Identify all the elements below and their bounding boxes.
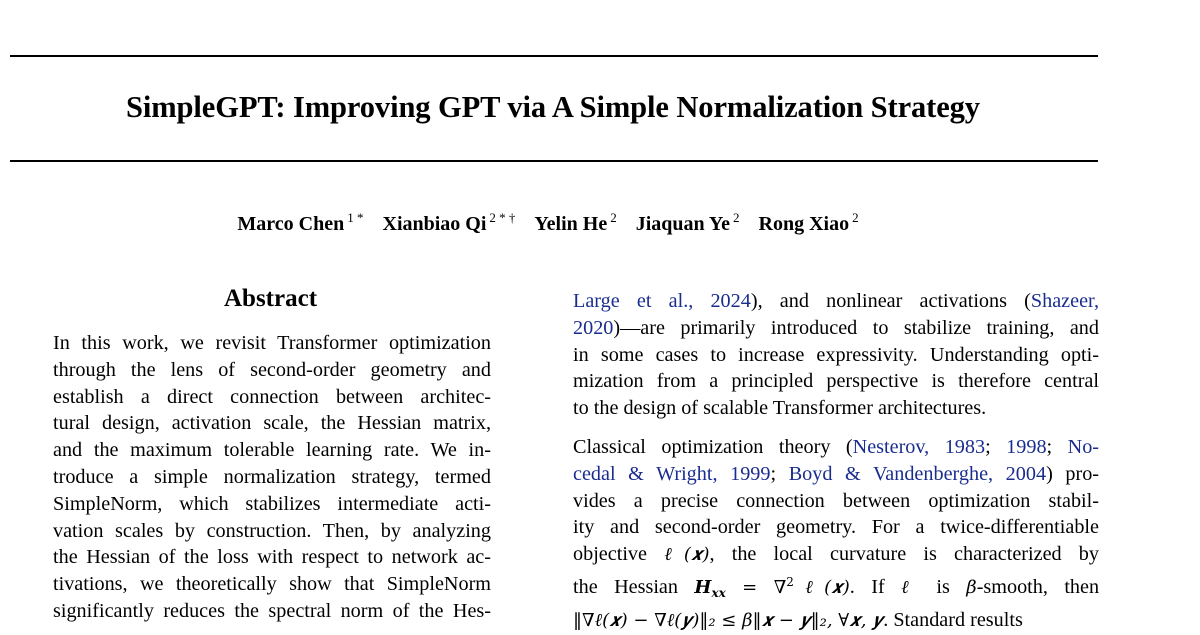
text-line: vides a precise connection between optimization stabil- (573, 489, 1099, 512)
text-line (573, 569, 1099, 607)
citation-link[interactable]: 2020 (573, 316, 614, 339)
paragraph (573, 288, 1099, 422)
text-line (573, 541, 1099, 569)
text-run: -smooth, then (976, 575, 1100, 598)
citation-link[interactable]: 1998 (1006, 435, 1047, 458)
author-affiliation-marks: 2 * † (489, 210, 516, 225)
text-run: . If (849, 575, 885, 598)
paragraph (573, 434, 1099, 635)
citation-link[interactable]: cedal & Wright, 1999 (573, 462, 771, 485)
author (534, 210, 617, 235)
math-subscript: xx (711, 585, 726, 600)
math-symbol: ℓ(𝒙) (793, 576, 850, 598)
abstract-line: significantly reduces the spectral norm of the Hes- (53, 599, 491, 622)
text-run: ), and nonlinear activations ( (750, 290, 1031, 312)
text-line: in some cases to increase expressivity. Understanding opti- (573, 343, 1099, 366)
abstract-line: vation scales by construction. Then, by analyzing (53, 519, 491, 542)
math-expression: ‖∇ℓ(𝒙) − ∇ℓ(𝒚)‖₂ ≤ β‖𝒙 − 𝒚‖₂, ∀𝒙, 𝒚 (573, 609, 884, 631)
text-run: ; (1046, 435, 1068, 458)
author-name: Rong Xiao (758, 213, 850, 235)
author (382, 210, 516, 235)
text-line (573, 607, 1099, 635)
author (635, 210, 740, 235)
author-affiliation-marks: 2 (733, 210, 740, 225)
text-line: ity and second-order geometry. For a twice-differentiable (573, 516, 1099, 539)
paper-title: SimpleGPT: Improving GPT via A Simple Normalization Strategy (126, 90, 980, 124)
citation-link[interactable]: No- (1067, 435, 1100, 458)
abstract-line: troduce a simple normalization strategy, termed (53, 465, 491, 488)
text-run: ) pro- (1046, 462, 1100, 485)
author-name: Jiaquan Ye (635, 213, 730, 235)
author-affiliation-marks: 2 (610, 210, 617, 225)
author-affiliation-marks: 2 (852, 210, 859, 225)
text-line (573, 434, 1099, 461)
abstract-heading: Abstract (223, 285, 318, 312)
abstract-line: the Hessian of the loss with respect to network ac- (53, 546, 491, 569)
author-name: Yelin He (534, 213, 608, 235)
text-run: objective (573, 543, 647, 566)
math-symbol: ∇ (773, 576, 787, 598)
title-top-rule (10, 55, 1098, 57)
text-run: Classical optimization theory ( (573, 435, 853, 458)
author-affiliation-marks: 1 * (347, 210, 364, 225)
math-symbol: β (966, 576, 977, 598)
math-expression: ℓ(𝒙) (664, 544, 710, 566)
title-bottom-rule (10, 160, 1098, 162)
math-symbol: ℓ (901, 576, 920, 598)
math-superscript: 2 (786, 574, 794, 589)
citation-link[interactable]: Large et al., 2024 (573, 290, 751, 312)
abstract-body (53, 330, 491, 625)
text-run: , the local curvature is characterized by (709, 543, 1099, 566)
author-list (0, 210, 1096, 236)
abstract-line: tivations, we theoretically show that SimpleNorm (53, 573, 491, 596)
math-expression (966, 576, 1099, 598)
citation-link[interactable]: Nesterov, 1983 (852, 435, 986, 458)
text-run: )—are primarily introduced to stabilize training, and (613, 316, 1099, 339)
text-line (573, 315, 1099, 342)
text-run: is (936, 575, 950, 598)
text-run: the Hessian (573, 575, 678, 598)
math-expression (694, 576, 725, 598)
text-line: to the design of scalable Transformer architectures. (573, 397, 987, 420)
math-expression (774, 576, 850, 598)
abstract-line: establish a direct connection between architec- (53, 385, 491, 408)
right-column (573, 288, 1099, 635)
text-line (573, 288, 1099, 315)
abstract-line: tural design, activation scale, the Hessian matrix, (53, 412, 491, 435)
text-run: ; (770, 462, 789, 485)
citation-link[interactable]: Boyd & Vandenberghe, 2004 (788, 462, 1047, 485)
math-symbol: = (742, 576, 758, 598)
citation-link[interactable]: Shazeer, (1030, 290, 1100, 312)
author (237, 210, 364, 235)
abstract-line: In this work, we revisit Transformer optimization (53, 332, 491, 354)
author (758, 210, 859, 235)
text-run: . Standard results (883, 608, 1023, 631)
abstract-line: and the maximum tolerable learning rate. We in- (53, 439, 491, 462)
text-run: ; (985, 435, 1007, 458)
text-line: mization from a principled perspective is therefore central (573, 370, 1099, 393)
author-name: Xianbiao Qi (382, 213, 487, 235)
abstract-line: SimpleNorm, which stabilizes intermediate acti- (53, 492, 491, 515)
author-name: Marco Chen (237, 213, 345, 235)
text-line (573, 461, 1099, 488)
abstract-line: through the lens of second-order geometry and (53, 358, 491, 381)
math-symbol: H (694, 576, 712, 598)
